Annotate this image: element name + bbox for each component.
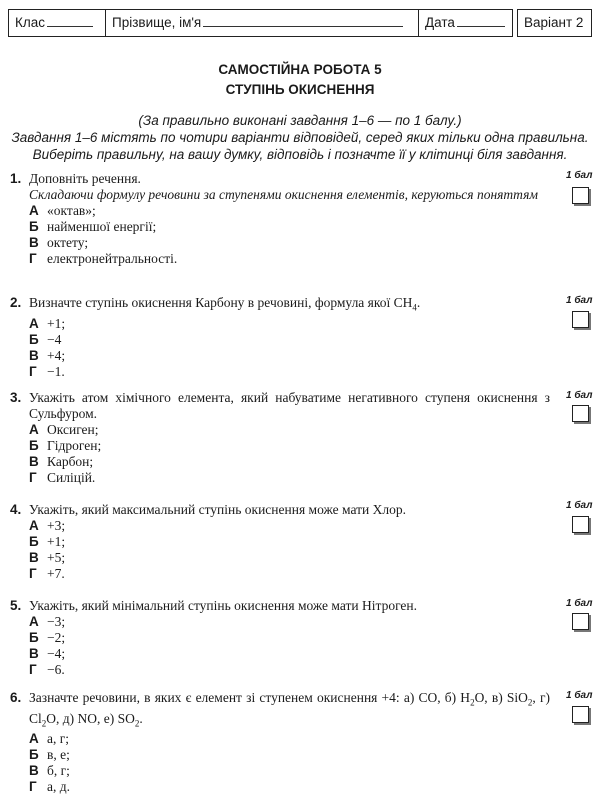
question-number: 2. xyxy=(10,295,22,310)
date-field[interactable] xyxy=(418,9,513,37)
question-number: 4. xyxy=(10,502,22,517)
name-label: Прізвище, ім'я xyxy=(112,15,202,30)
class-field[interactable] xyxy=(8,9,106,37)
option-b: Б найменшої енергії; xyxy=(29,219,157,234)
answer-box-1[interactable] xyxy=(572,187,589,204)
variant-box xyxy=(517,9,592,37)
option-b: Б в, е; xyxy=(29,747,70,763)
name-field[interactable] xyxy=(105,9,419,37)
option-d: Г Силіцій. xyxy=(29,470,96,485)
question-number: 5. xyxy=(10,598,22,613)
option-a: А Оксиген; xyxy=(29,422,99,437)
question-stem: Визначте ступінь окиснення Карбону в речовині, формула якої $CH_4$. xyxy=(29,295,421,313)
option-c: В Карбон; xyxy=(29,454,94,469)
question-stem: Укажіть, який мінімальний ступінь окиснення може мати Нітроген. xyxy=(29,598,418,613)
option-d: Г +7. xyxy=(29,566,65,581)
answer-box-6[interactable] xyxy=(572,706,589,723)
answer-box-4[interactable] xyxy=(572,516,589,533)
question-stem: Доповніть речення. xyxy=(29,171,141,186)
option-b: Б −4 xyxy=(29,331,62,347)
score-label: 1 бал xyxy=(566,295,593,306)
question-stem: Зазначте речовини, в яких є елемент зі ступенем окиснення +4: а) CO, б) $H_2O$, в) SiO$_2$, г) $Cl_2O$, д) NO, е) $SO_2$. xyxy=(29,690,550,729)
class-line xyxy=(47,12,93,27)
score-label: 1 бал xyxy=(566,500,593,511)
instruction-line-2: Завдання 1–6 містять по чотири варіанти відповідей, серед яких тільки одна правильна. xyxy=(11,130,589,145)
date-line xyxy=(457,12,505,27)
question-6 xyxy=(10,690,550,795)
option-a: А −3; xyxy=(29,614,66,629)
option-b: Б +1; xyxy=(29,534,66,549)
option-d: Г −6. xyxy=(29,662,65,677)
option-c: В −4; xyxy=(29,646,66,661)
question-stem: Укажіть, який максимальний ступінь окиснення може мати Хлор. xyxy=(29,502,406,517)
option-c: В б, г; xyxy=(29,763,70,779)
option-a: А а, г; xyxy=(29,731,70,747)
option-a: А +3; xyxy=(29,518,66,533)
answer-box-5[interactable] xyxy=(572,613,589,630)
question-1 xyxy=(10,171,550,267)
question-stem: Укажіть атом хімічного елемента, який набуватиме негативного ступеня окиснення з Сульфуром. xyxy=(29,390,550,421)
option-d: Г електронейтральності. xyxy=(29,251,178,266)
score-label: 1 бал xyxy=(566,690,593,701)
class-label: Клас xyxy=(15,15,45,30)
option-b: Б −2; xyxy=(29,630,66,645)
question-number: 1. xyxy=(10,171,22,186)
option-d: Г а, д. xyxy=(29,779,70,795)
score-label: 1 бал xyxy=(566,598,593,609)
option-c: В +5; xyxy=(29,550,66,565)
answer-box-3[interactable] xyxy=(572,405,589,422)
option-c: В октету; xyxy=(29,235,89,250)
option-c: В +4; xyxy=(29,347,66,363)
answer-box-2[interactable] xyxy=(572,311,589,328)
variant-label: Варіант 2 xyxy=(524,15,584,30)
question-number: 6. xyxy=(10,690,22,705)
instruction-line-3: Виберіть правильну, на вашу думку, відповідь і позначте її у клітинці біля завдання. xyxy=(32,147,568,162)
option-a: А +1; xyxy=(29,315,66,331)
instruction-line-1: (За правильно виконані завдання 1–6 — по 1 балу.) xyxy=(138,113,462,128)
score-label: 1 бал xyxy=(566,170,593,181)
question-number: 3. xyxy=(10,390,22,405)
work-title: САМОСТІЙНА РОБОТА 5 xyxy=(218,62,382,77)
question-4 xyxy=(10,502,550,582)
question-3 xyxy=(10,390,550,486)
option-a: А «октав»; xyxy=(29,203,96,218)
question-5 xyxy=(10,598,550,678)
score-label: 1 бал xyxy=(566,390,593,401)
question-stem-continuation: Складаючи формулу речовини за ступенями окиснення елементів, керуються поняттям xyxy=(29,187,538,202)
work-subtitle: СТУПІНЬ ОКИСНЕННЯ xyxy=(225,82,375,97)
option-d: Г −1. xyxy=(29,363,65,379)
date-label: Дата xyxy=(425,15,455,30)
option-b: Б Гідроген; xyxy=(29,438,102,453)
question-2 xyxy=(10,295,550,380)
name-line xyxy=(203,12,403,27)
